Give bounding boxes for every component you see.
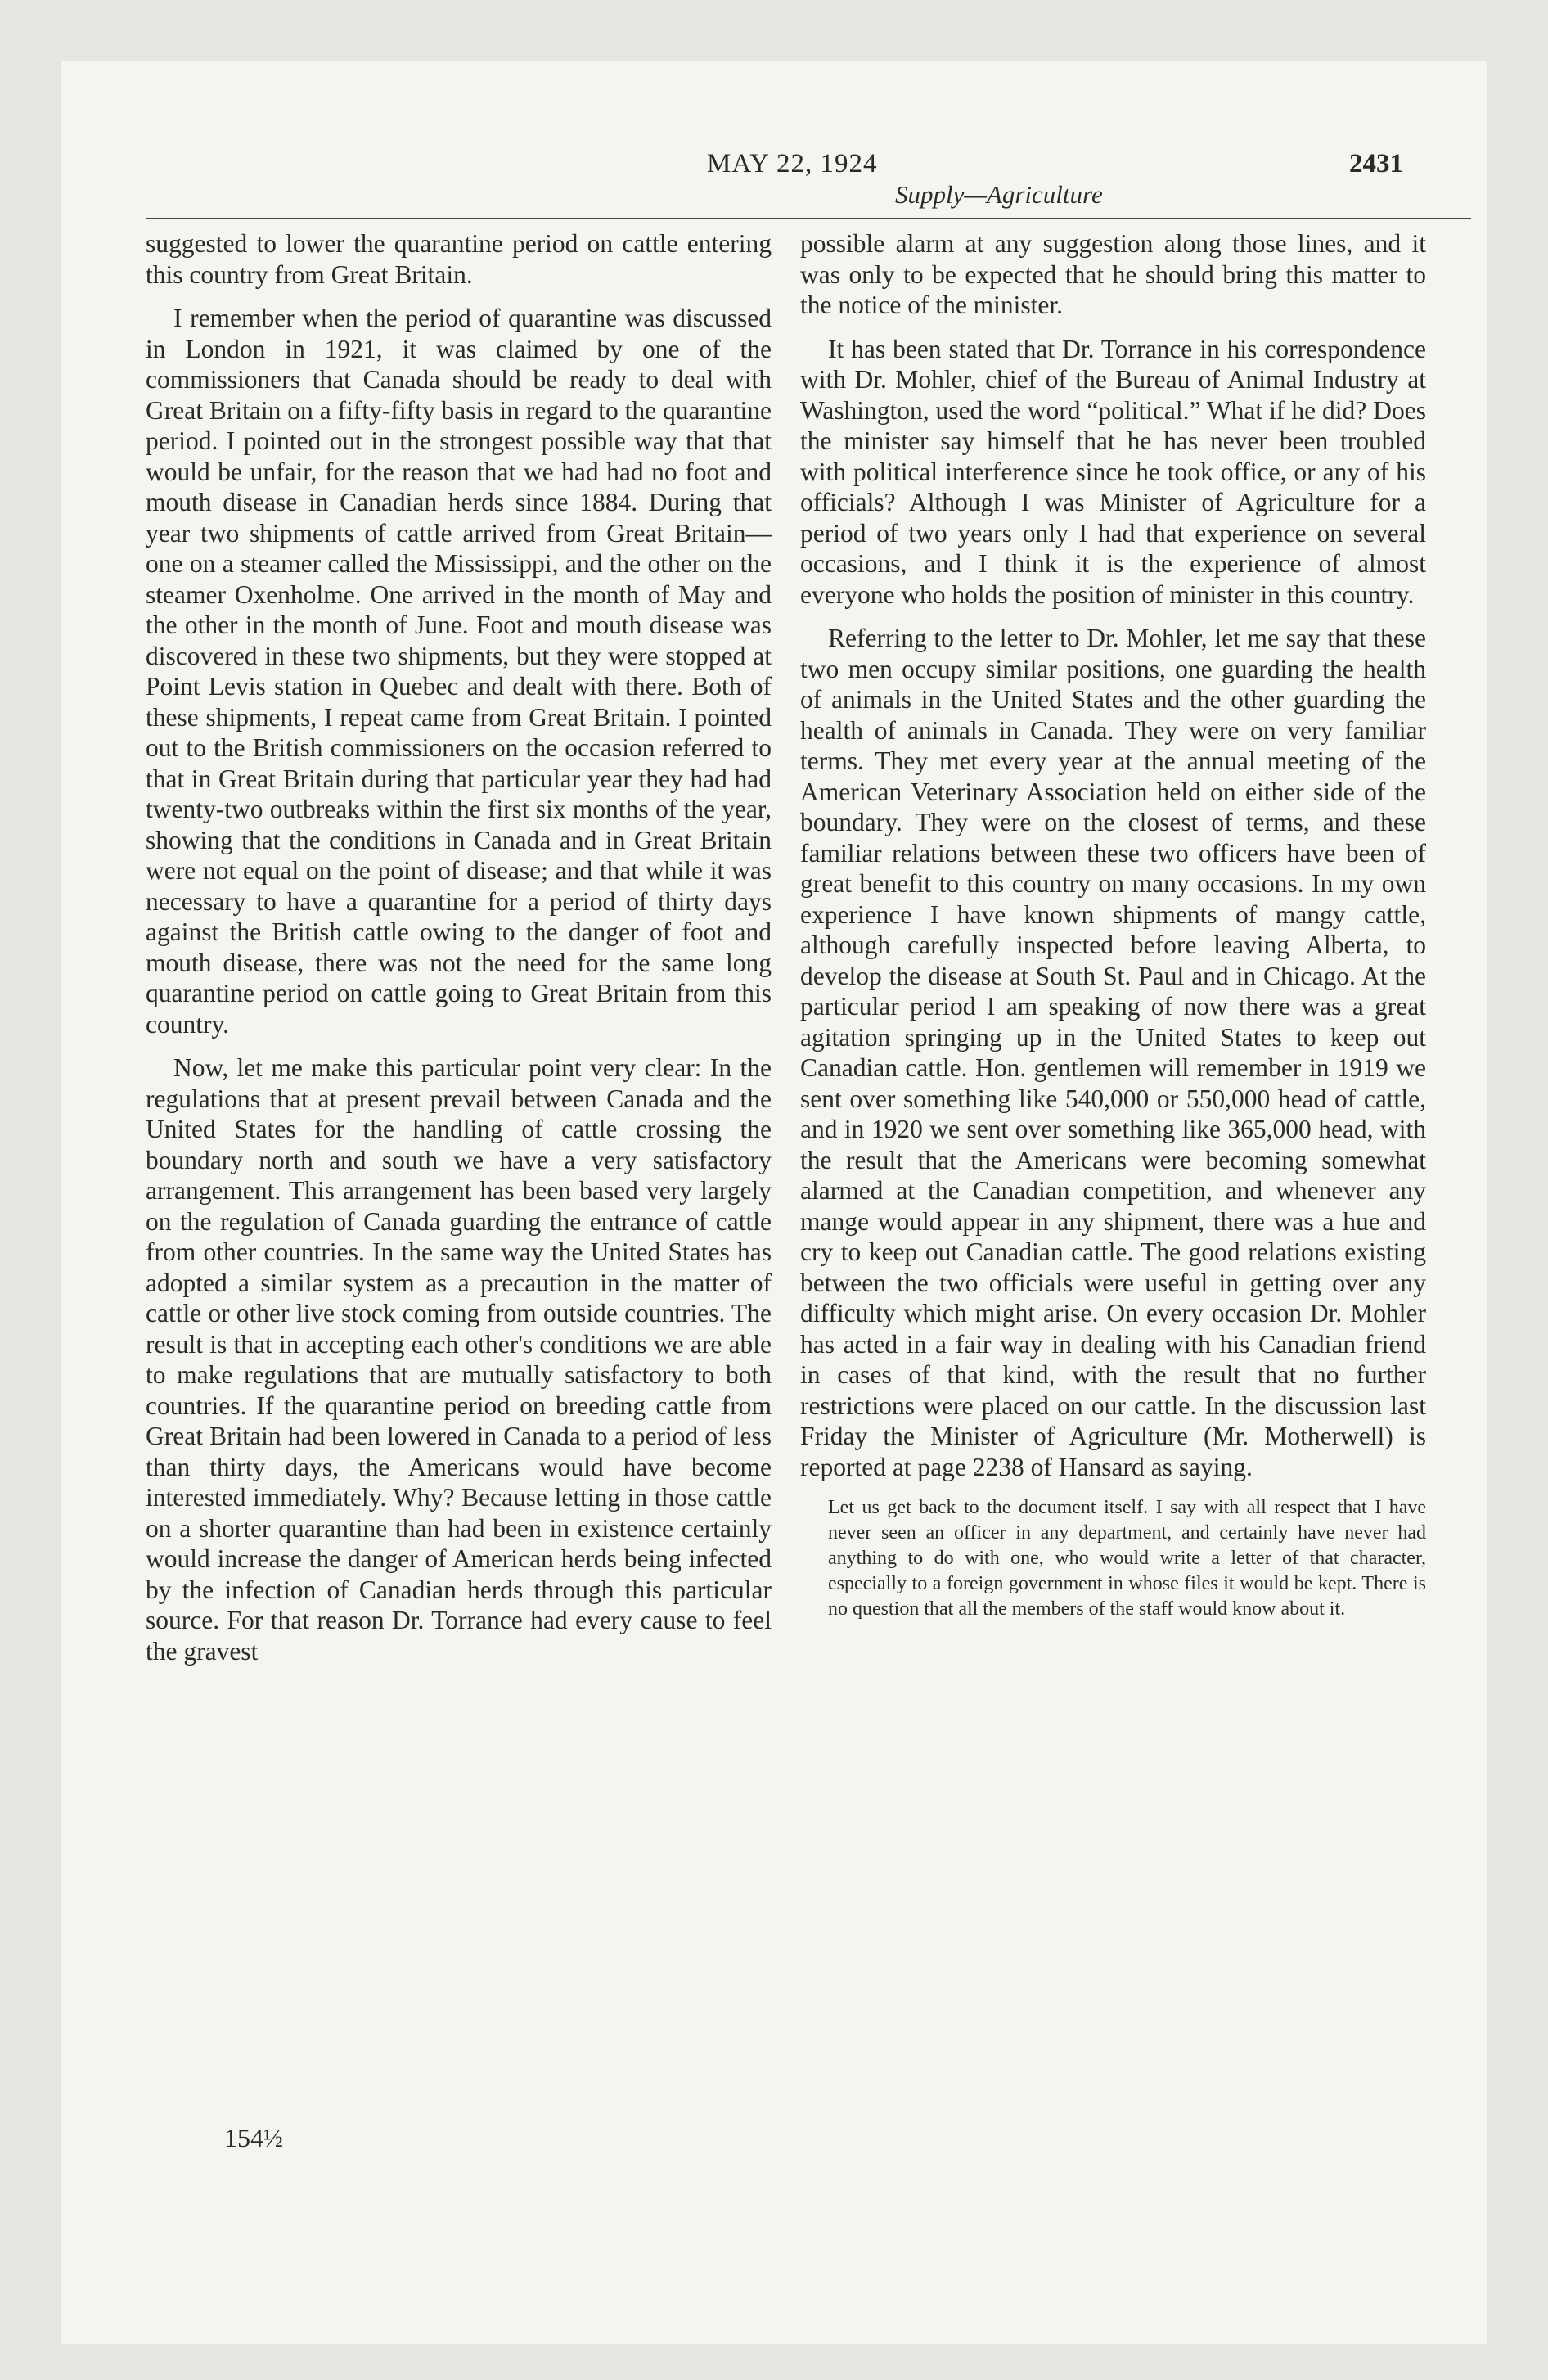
header-page-number: 2431: [1349, 149, 1403, 178]
header-rule: [146, 218, 1471, 219]
folio-number: 154½: [224, 2123, 283, 2152]
quoted-passage: Let us get back to the document itself. I say with all respect that I have never seen an officer in any department, and certainly have never had anything to do with one, who would write a letter of that character, especially to a foreign government in whose files it would be kept. There is no question that all the members of the staff would know about it.: [828, 1497, 1426, 1620]
document-page: [61, 61, 1487, 2344]
paragraph: Referring to the letter to Dr. Mohler, let me say that these two men occupy similar positions, one guarding the health of animals in the United States and the other guarding the health of animals in Canada. They were on very familiar terms. They met every year at the annual meeting of the American Veterinary Association held on either side of the boundary. They were on the closest of terms, and these familiar relations between these two officers have been of great benefit to this country on many occasions. In my own experience I have known shipments of mangy cattle, although carefully inspected before leaving Alberta, to develop the disease at South St. Paul and in Chicago. At the particular period I am speaking of now there was a great agitation springing up in the United States to keep out Canadian cattle. Hon. gentlemen will remember in 1919 we sent over something like 540,000 or 550,000 head of cattle, and in 1920 we sent over something like 365,000 head, with the result that the Americans were becoming somewhat alarmed at the Canadian competition, and whenever any mange would appear in any shipment, there was a hue and cry to keep out Canadian cattle. The good relations existing between the two officials were useful in getting over any difficulty which might arise. On every occasion Dr. Mohler has acted in a fair way in dealing with his Canadian friend in cases of that kind, with the result that no further restrictions were placed on our cattle. In the discussion last Friday the Minister of Agriculture (Mr. Motherwell) is reported at page 2238 of Hansard as saying.: [800, 624, 1426, 1481]
paragraph: suggested to lower the quarantine period on cattle entering this country from Great Britain.: [146, 229, 772, 289]
header-section-title: Supply—Agriculture: [895, 180, 1103, 209]
paragraph: possible alarm at any suggestion along those lines, and it was only to be expected that he should bring this matter to the notice of the minister.: [800, 229, 1426, 319]
paragraph: I remember when the period of quarantine was discussed in London in 1921, it was claimed by one of the commissioners that Canada should be ready to deal with Great Britain on a fifty-fifty basis in regard to the quarantine period. I pointed out in the strongest possible way that that would be unfair, for the reason that we had had no foot and mouth disease in Canadian herds since 1884. During that year two shipments of cattle arrived from Great Britain—one on a steamer called the Mississippi, and the other on the steamer Oxenholme. One arrived in the month of May and the other in the month of June. Foot and mouth disease was discovered in these two shipments, but they were stopped at Point Levis station in Quebec and dealt with there. Both of these shipments, I repeat came from Great Britain. I pointed out to the British commissioners on the occasion referred to that in Great Britain during that particular year they had had twenty-two outbreaks within the first six months of the year, showing that the conditions in Canada and in Great Britain were not equal on the point of disease; and that while it was necessary to have a quarantine for a period of thirty days against the British cattle owing to the danger of foot and mouth disease, there was not the need for the same long quarantine period on cattle going to Great Britain from this country.: [146, 304, 772, 1039]
header-date: MAY 22, 1924: [707, 149, 878, 178]
paragraph: It has been stated that Dr. Torrance in his correspondence with Dr. Mohler, chief of the Bureau of Animal Industry at Washington, used the word “political.” What if he did? Does the minister say himself that he has never been troubled with political interference since he took office, or any of his officials? Although I was Minister of Agriculture for a period of two years only I had that experience on several occasions, and I think it is the experience of almost everyone who holds the position of minister in this country.: [800, 334, 1426, 609]
right-column: [800, 228, 1426, 1622]
left-column: [146, 228, 772, 1679]
paragraph: Now, let me make this particular point very clear: In the regulations that at present prevail between Canada and the United States for the handling of cattle crossing the boundary north and south we have a very satisfactory arrangement. This arrangement has been based very largely on the regulation of Canada guarding the entrance of cattle from other countries. In the same way the United States has adopted a similar system as a precaution in the matter of cattle or other live stock coming from outside countries. The result is that in accepting each other's conditions we are able to make regulations that are mutually satisfactory to both countries. If the quarantine period on breeding cattle from Great Britain had been lowered in Canada to a period of less than thirty days, the Americans would have become interested immediately. Why? Because letting in those cattle on a shorter quarantine than had been in existence certainly would increase the danger of American herds being infected by the infection of Canadian herds through this particular source. For that reason Dr. Torrance had every cause to feel the gravest: [146, 1053, 772, 1666]
